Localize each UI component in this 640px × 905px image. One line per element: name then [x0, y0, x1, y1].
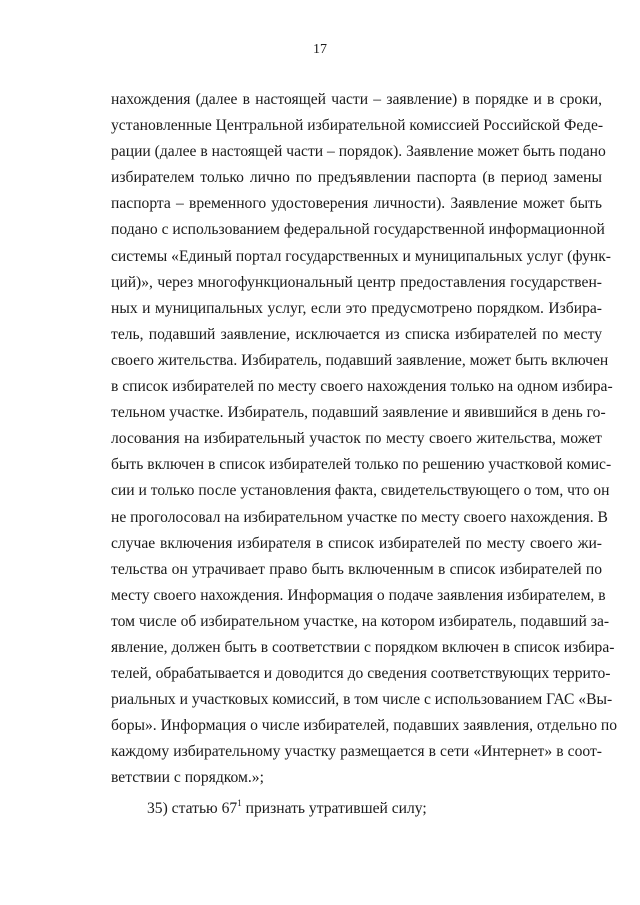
item-suffix: признать утратившей силу;: [241, 800, 427, 817]
paragraph-line: избирателем только лично по предъявлении паспорта (в период замены: [111, 169, 602, 187]
body-paragraph: [111, 87, 618, 792]
paragraph-line: паспорта – временного удостоверения личности). Заявление может быть: [111, 195, 602, 213]
paragraph-line: явление, должен быть в соответствии с порядком включен в список избира-: [111, 638, 615, 656]
item-prefix: 35) статью 67: [147, 800, 238, 817]
list-item-35: [147, 796, 427, 822]
paragraph-line: боры». Информация о числе избирателей, подавших заявления, отдельно по: [111, 717, 618, 735]
paragraph-line: своего жительства. Избиратель, подавший заявление, может быть включен: [111, 351, 609, 369]
paragraph-line: тельства он утрачивает право быть включенным в список избирателей по: [111, 560, 602, 578]
paragraph-line: установленные Центральной избирательной комиссией Российской Феде-: [111, 117, 604, 135]
paragraph-line: нахождения (далее в настоящей части – заявление) в порядке и в сроки,: [111, 91, 602, 108]
paragraph-line: быть включен в список избирателей только по решению участковой комис-: [111, 456, 612, 474]
paragraph-line: тель, подавший заявление, исключается из списка избирателей по месту: [111, 325, 602, 343]
paragraph-line: риальных и участковых комиссий, в том числе с использованием ГАС «Вы-: [111, 691, 613, 709]
paragraph-line: ветствии с порядком.»;: [111, 769, 264, 787]
paragraph-line: подано с использованием федеральной государственной информационной: [111, 221, 605, 239]
item-superscript: 1: [237, 798, 242, 808]
paragraph-line: случае включения избирателя в список избирателей по месту своего жи-: [111, 534, 602, 552]
paragraph-line: телей, обрабатывается и доводится до сведения соответствующих террито-: [111, 665, 611, 683]
paragraph-line: каждому избирательному участку размещается в сети «Интернет» в соот-: [111, 743, 602, 761]
paragraph-line: тельном участке. Избиратель, подавший заявление и явившийся в день го-: [111, 404, 606, 422]
paragraph-line: лосования на избирательный участок по месту своего жительства, может: [111, 430, 602, 448]
paragraph-line: рации (далее в настоящей части – порядок). Заявление может быть подано: [111, 143, 606, 161]
paragraph-line: том числе об избирательном участке, на котором избиратель, подавший за-: [111, 612, 610, 630]
paragraph-line: не проголосовал на избирательном участке по месту своего нахождения. В: [111, 508, 608, 526]
paragraph-line: в список избирателей по месту своего нахождения только на одном избира-: [111, 378, 613, 396]
paragraph-line: сии и только после установления факта, свидетельствующего о том, что он: [111, 482, 610, 500]
paragraph-line: ных и муниципальных услуг, если это предусмотрено порядком. Избира-: [111, 299, 602, 317]
page-number: 17: [313, 42, 327, 57]
paragraph-line: системы «Единый портал государственных и муниципальных услуг (функ-: [111, 247, 611, 265]
paragraph-line: месту своего нахождения. Информация о подаче заявления избирателем, в: [111, 586, 606, 604]
paragraph-line: ций)», через многофункциональный центр предоставления государствен-: [111, 273, 602, 291]
